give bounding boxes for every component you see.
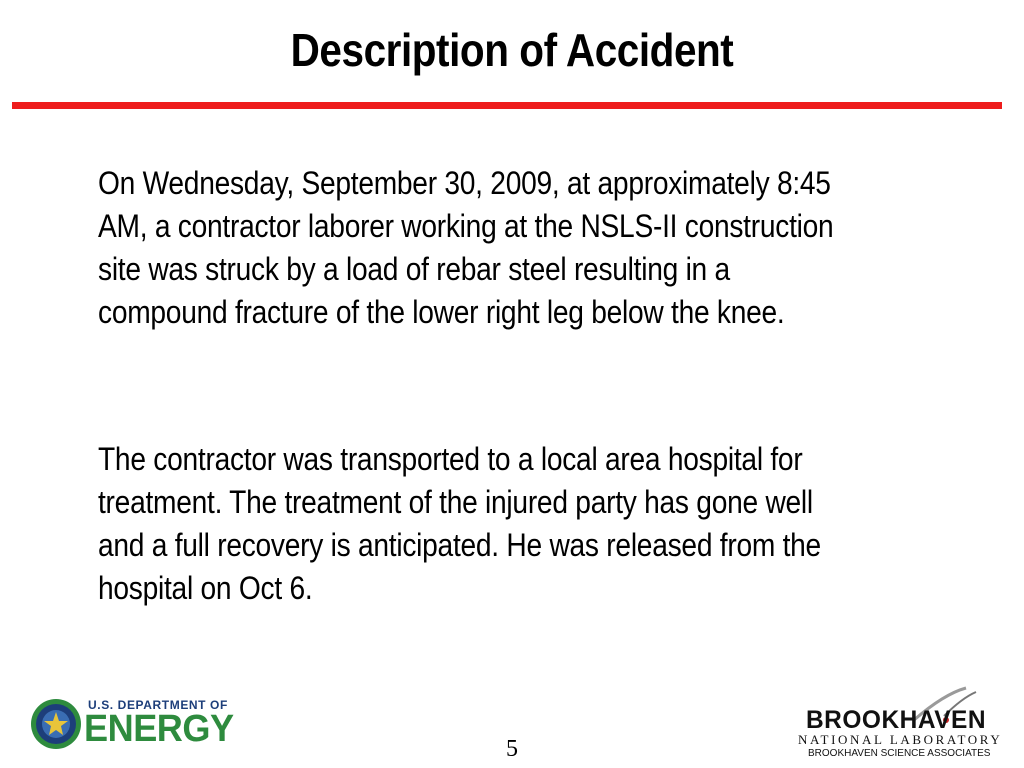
doe-energy-text: ENERGY <box>84 708 234 750</box>
slide-title: Description of Accident <box>290 24 734 76</box>
brookhaven-logo <box>794 686 1020 764</box>
page-number: 5 <box>506 736 518 762</box>
title-divider <box>12 102 1002 109</box>
paragraph-accident-details: On Wednesday, September 30, 2009, at approximately 8:45 AM, a contractor laborer working at the NSLS-II construction site was struck by a load of rebar steel resulting in a compound fracture of the lower right leg below the knee. <box>98 165 834 330</box>
doe-department-text: U.S. DEPARTMENT OF <box>88 698 228 712</box>
science-associates-text: BROOKHAVEN SCIENCE ASSOCIATES <box>808 748 991 759</box>
paragraph-recovery-status: The contractor was transported to a local area hospital for treatment. The treatment of the injured party has gone well and a full recovery is anticipated. He was released from the hospital on Oct 6. <box>98 441 821 606</box>
national-laboratory-text: NATIONAL LABORATORY <box>798 732 1003 747</box>
brookhaven-name: BROOKHAVEN <box>806 706 987 734</box>
